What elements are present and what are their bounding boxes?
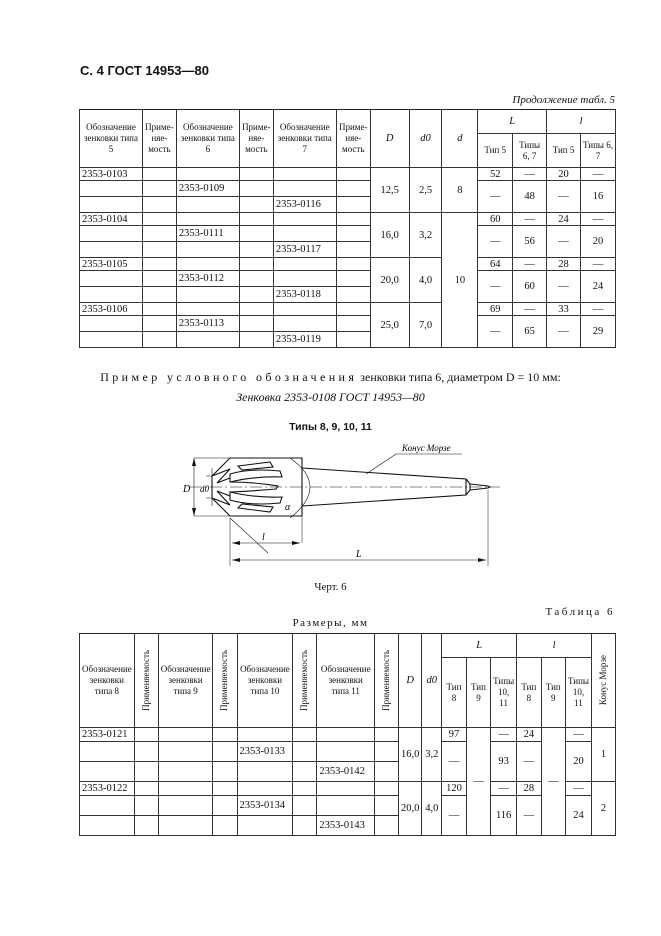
table-cell: — — [565, 782, 591, 796]
table-cell: — — [513, 303, 547, 316]
table-cell: 2353-0122 — [80, 782, 135, 796]
col-use: Применяемость — [140, 650, 151, 711]
table-cell: 16,0 — [370, 213, 409, 258]
table-cell: 2353-0116 — [273, 197, 336, 213]
col-D: D — [370, 110, 409, 168]
table-cell: — — [547, 181, 581, 213]
table-continuation-label: Продолжение табл. 5 — [512, 94, 615, 106]
col-type8: Обозначение зенковки типа 8 — [80, 634, 135, 728]
table-cell: 2353-0142 — [317, 762, 375, 782]
table-5 — [79, 109, 616, 348]
table-cell: — — [547, 316, 581, 348]
col-type7: Обозначение зенковки типа 7 — [273, 110, 336, 168]
table-cell: 2353-0113 — [176, 316, 239, 332]
table-cell: 2353-0121 — [80, 728, 135, 742]
table-cell: 4,0 — [422, 782, 442, 836]
table-cell: 2353-0104 — [80, 213, 143, 226]
table-cell: — — [478, 271, 513, 303]
table-cell: 65 — [513, 316, 547, 348]
table-cell: 4,0 — [409, 258, 442, 303]
figure-label-d0: d0 — [200, 484, 209, 494]
col-d: d — [442, 110, 478, 168]
table-cell: 116 — [491, 796, 517, 836]
table-cell: — — [442, 742, 467, 782]
table-cell: 8 — [442, 168, 478, 213]
table-cell: 2353-0118 — [273, 287, 336, 303]
table-6-units: Размеры, мм — [292, 617, 369, 629]
figure-label-l: l — [262, 532, 265, 543]
col-use: Приме-няе-мость — [239, 110, 273, 168]
example-text — [0, 370, 661, 385]
table-cell: 52 — [478, 168, 513, 181]
table-cell: 93 — [491, 742, 517, 782]
table-cell: 2353-0143 — [317, 816, 375, 836]
table-cell: 10 — [442, 213, 478, 348]
table-cell: — — [513, 213, 547, 226]
col-d0: d0 — [409, 110, 442, 168]
table-cell: 48 — [513, 181, 547, 213]
table-cell: — — [517, 796, 541, 836]
table-cell: 2353-0106 — [80, 303, 143, 316]
table-cell: 20 — [565, 742, 591, 782]
table-cell: 16,0 — [399, 728, 422, 782]
col-L-type8: Тип 8 — [442, 658, 467, 728]
table-cell: 69 — [478, 303, 513, 316]
col-l: l — [517, 634, 592, 658]
table-cell: 20,0 — [370, 258, 409, 303]
col-type10: Обозначение зенковки типа 10 — [237, 634, 293, 728]
table-cell: 2353-0109 — [176, 181, 239, 197]
col-use: Применяемость — [381, 650, 392, 711]
col-l-type8: Тип 8 — [517, 658, 541, 728]
table-cell: 2 — [591, 782, 615, 836]
table-cell — [541, 728, 565, 836]
table-cell: 56 — [513, 226, 547, 258]
table-cell: — — [580, 213, 615, 226]
table-6 — [79, 633, 616, 836]
page-title: С. 4 ГОСТ 14953—80 — [80, 63, 209, 78]
col-use: Приме-няе-мость — [142, 110, 176, 168]
table-cell: 20 — [547, 168, 581, 181]
table-cell: — — [478, 181, 513, 213]
figure-caption: Черт. 6 — [314, 581, 347, 593]
table-cell-dash: — — [548, 776, 559, 787]
col-D: D — [399, 634, 422, 728]
col-l-type1011: Типы 10, 11 — [565, 658, 591, 728]
table-cell: 29 — [580, 316, 615, 348]
col-l: l — [547, 110, 616, 134]
table-cell: 2353-0111 — [176, 226, 239, 242]
table-cell: 28 — [517, 782, 541, 796]
col-L: L — [478, 110, 547, 134]
table-cell: 60 — [513, 271, 547, 303]
table-cell: 2353-0112 — [176, 271, 239, 287]
table-cell: — — [478, 226, 513, 258]
example-designation: Зенковка 2353-0108 ГОСТ 14953—80 — [236, 390, 425, 404]
col-type11: Обозначение зенковки типа 11 — [317, 634, 375, 728]
table-cell: 33 — [547, 303, 581, 316]
figure-title: Типы 8, 9, 10, 11 — [289, 421, 372, 433]
col-L-type5: Тип 5 — [478, 134, 513, 168]
table-cell: — — [491, 728, 517, 742]
table-cell: 24 — [547, 213, 581, 226]
table-cell: — — [513, 258, 547, 271]
col-use: Приме-няе-мость — [336, 110, 370, 168]
table-cell: — — [478, 316, 513, 348]
table-cell: 24 — [565, 796, 591, 836]
col-type9: Обозначение зенковки типа 9 — [158, 634, 213, 728]
table-cell: 2353-0119 — [273, 332, 336, 348]
table-cell: 20,0 — [399, 782, 422, 836]
table-cell: 97 — [442, 728, 467, 742]
table-cell: 3,2 — [422, 728, 442, 782]
table-cell: 60 — [478, 213, 513, 226]
table-cell: 24 — [517, 728, 541, 742]
table-cell: — — [491, 782, 517, 796]
col-d0: d0 — [422, 634, 442, 728]
figure-label-cone: Конус Морзе — [402, 443, 451, 453]
col-type6: Обозначение зенковки типа 6 — [176, 110, 239, 168]
table-cell: 2353-0105 — [80, 258, 143, 271]
table-cell: 28 — [547, 258, 581, 271]
table-cell: — — [580, 168, 615, 181]
col-L: L — [442, 634, 517, 658]
table-cell-dash: — — [473, 776, 484, 787]
col-l-type67: Типы 6, 7 — [580, 134, 615, 168]
table-cell: — — [580, 258, 615, 271]
example-rest: зенковки типа 6, диаметром D = 10 мм: — [360, 370, 561, 384]
table-cell: 16 — [580, 181, 615, 213]
table-cell: 24 — [580, 271, 615, 303]
example-spaced: Пример условного обозначения — [100, 370, 358, 384]
table-cell: 2353-0134 — [237, 796, 293, 816]
col-cone: Конус Морзе — [597, 655, 608, 706]
table-cell: 12,5 — [370, 168, 409, 213]
table-cell: — — [547, 226, 581, 258]
figure-label-D: D — [183, 484, 191, 495]
table-cell: — — [547, 271, 581, 303]
table-cell: — — [513, 168, 547, 181]
table-cell: — — [517, 742, 541, 782]
table-cell — [466, 728, 490, 836]
col-L-type9: Тип 9 — [466, 658, 490, 728]
col-l-type9: Тип 9 — [541, 658, 565, 728]
table-cell: 1 — [591, 728, 615, 782]
figure-label-L: L — [356, 549, 362, 560]
table-cell: 25,0 — [370, 303, 409, 348]
table-6-label: Таблица 6 — [545, 606, 615, 618]
table-cell: 120 — [442, 782, 467, 796]
table-cell: 3,2 — [409, 213, 442, 258]
col-use: Применяемость — [299, 650, 310, 711]
table-cell: 64 — [478, 258, 513, 271]
table-cell: 2353-0103 — [80, 168, 143, 181]
table-cell: 7,0 — [409, 303, 442, 348]
countersink-drawing — [170, 438, 510, 578]
table-cell: — — [580, 303, 615, 316]
figure-label-alpha: α — [285, 502, 291, 513]
col-l-type5: Тип 5 — [547, 134, 581, 168]
table-cell: — — [442, 796, 467, 836]
table-cell: 2353-0133 — [237, 742, 293, 762]
table-cell: 2353-0117 — [273, 242, 336, 258]
col-use: Применяемость — [219, 650, 230, 711]
col-L-type1011: Типы 10, 11 — [491, 658, 517, 728]
col-type5: Обозначение зенковки типа 5 — [80, 110, 143, 168]
table-cell: — — [565, 728, 591, 742]
table-cell: 20 — [580, 226, 615, 258]
table-cell: 2,5 — [409, 168, 442, 213]
col-L-type67: Типы 6, 7 — [513, 134, 547, 168]
